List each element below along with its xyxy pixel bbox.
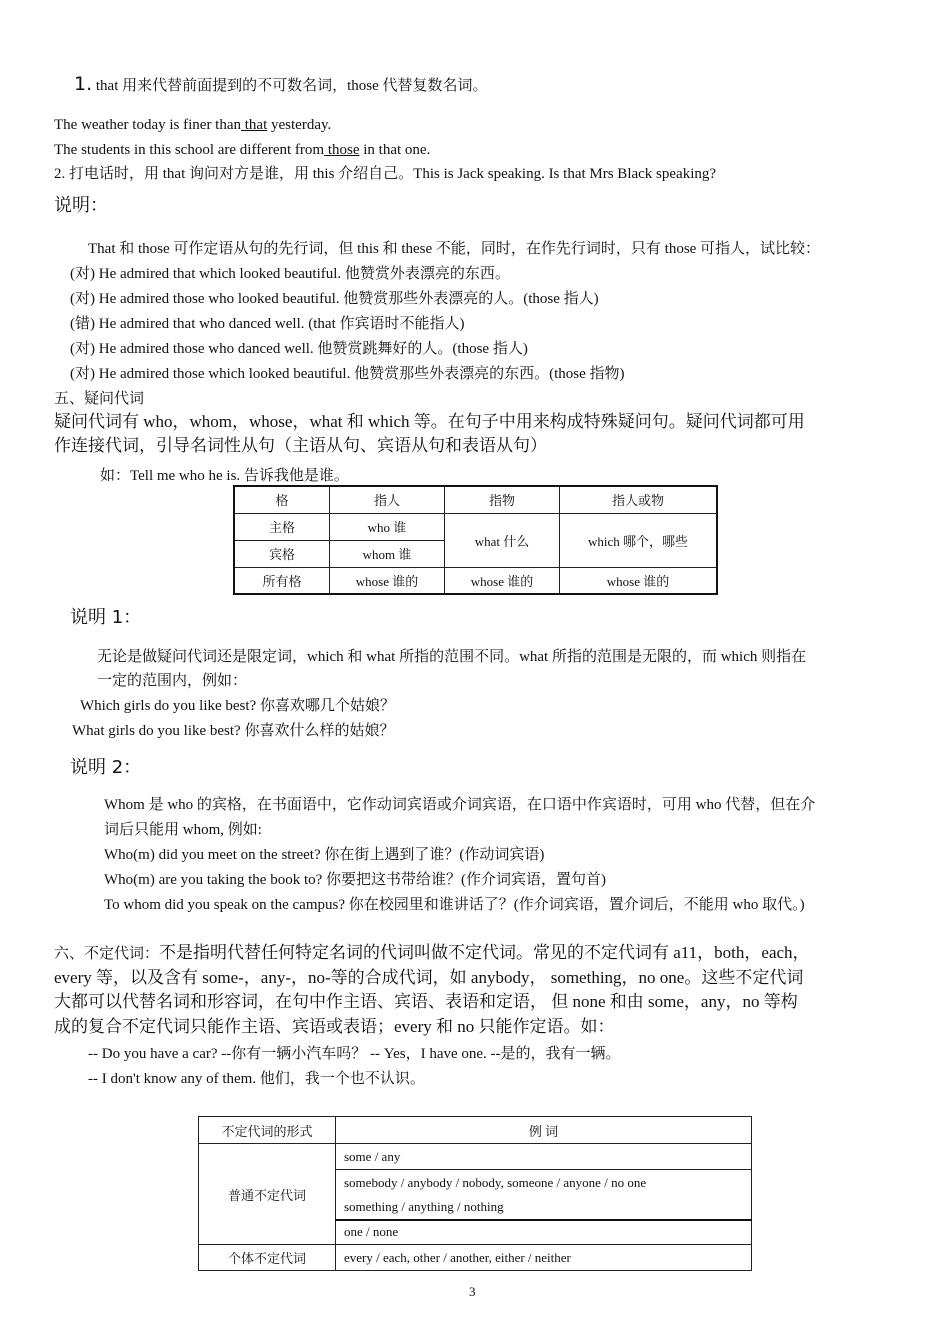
- note-1-label: 说明 1：: [70, 607, 142, 628]
- section-6-line-3: 大都可以代替名词和形容词，在句中作主语、宾语、表语和定语， 但 none 和由 some，any，no 等构: [54, 992, 798, 1011]
- cell-one-none: one / none: [336, 1220, 752, 1245]
- example-1-underlined: that: [241, 117, 268, 133]
- section-6-example-1: -- Do you have a car? --你有一辆小汽车吗？ -- Yes，I have one. --是的，我有一辆。: [88, 1046, 621, 1062]
- section-6-line-4: 成的复合不定代词只能作主语、宾语或表语；every 和 no 只能作定语。如：: [54, 1017, 615, 1036]
- note-2-example-3: To whom did you speak on the campus? 你在校园里和谁讲话了？(作介词宾语，置介词后，不能用 who 取代。): [104, 897, 805, 913]
- cell-whose-thing: whose 谁的: [445, 567, 560, 594]
- compare-line-5: (对) He admired those which looked beautiful. 他赞赏那些外表漂亮的东西。(those 指物): [70, 366, 625, 382]
- cell-some-any: some / any: [336, 1144, 752, 1170]
- th-person: 指人: [330, 486, 445, 513]
- cell-whom: whom 谁: [330, 540, 445, 567]
- section-1-heading: [74, 74, 488, 96]
- section-5-body-1: 疑问代词有 who，whom，whose，what 和 which 等。在句子中用来构成特殊疑问句。疑问代词都可用: [54, 412, 805, 431]
- section-5-body-2: 作连接代词，引导名词性从句（主语从句、宾语从句和表语从句）: [54, 436, 547, 455]
- cell-something-row: something / anything / nothing: [336, 1196, 752, 1220]
- note-2-label: 说明 2：: [70, 757, 142, 778]
- cell-what: what 什么: [445, 513, 560, 567]
- th-case: 格: [234, 486, 330, 513]
- note-2-body-2: 词后只能用 whom, 例如:: [104, 822, 262, 838]
- cell-every-each-row: every / each, other / another, either / neither: [336, 1245, 752, 1271]
- cell-who: who 谁: [330, 513, 445, 540]
- section-6-line-1: [54, 941, 810, 966]
- cell-somebody-row: somebody / anybody / nobody, someone / anyone / no one: [336, 1170, 752, 1196]
- note-1-example-1: Which girls do you like best? 你喜欢哪几个姑娘？: [80, 698, 395, 714]
- th-examples: 例 词: [336, 1117, 752, 1144]
- page-number: 3: [469, 1284, 476, 1299]
- section-5-example: 如：Tell me who he is. 告诉我他是谁。: [100, 468, 349, 484]
- section-6-line-2: every 等，以及含有 some-，any-，no-等的合成代词，如 anybody， something，no one。这些不定代词: [54, 968, 804, 987]
- interrogative-pronoun-table: [233, 485, 718, 595]
- th-person-or-thing: 指人或物: [560, 486, 718, 513]
- example-2-end: in that one.: [359, 142, 431, 158]
- cell-nominative: 主格: [234, 513, 330, 540]
- note-1-body-1: 无论是做疑问代词还是限定词，which 和 what 所指的范围不同。what 所指的范围是无限的，而 which 则指在: [97, 649, 807, 665]
- th-thing: 指物: [445, 486, 560, 513]
- example-sentence-2: [54, 140, 430, 160]
- point-2: 2. 打电话时，用 that 询问对方是谁，用 this 介绍自己。This is Jack speaking. Is that Mrs Black speaking?: [54, 166, 717, 182]
- indefinite-pronoun-table: [198, 1116, 752, 1271]
- cell-which: which 哪个，哪些: [560, 513, 718, 567]
- example-2-underlined: those: [324, 142, 360, 158]
- compare-line-4: (对) He admired those who danced well. 他赞赏跳舞好的人。(those 指人): [70, 341, 528, 357]
- cell-common-indefinite: 普通不定代词: [199, 1144, 336, 1245]
- note-2-body-1: Whom 是 who 的宾格，在书面语中，它作动词宾语或介词宾语，在口语中作宾语时，可用 who 代替，但在介: [104, 797, 816, 813]
- compare-line-1: (对) He admired that which looked beautiful. 他赞赏外表漂亮的东西。: [70, 266, 510, 282]
- th-form: 不定代词的形式: [199, 1117, 336, 1144]
- compare-line-3: (错) He admired that who danced well. (that 作宾语时不能指人): [70, 316, 465, 332]
- example-1-end: yesterday.: [267, 117, 332, 133]
- section-5-title: 五、疑问代词: [54, 391, 145, 407]
- example-sentence-1: [54, 115, 331, 135]
- section-1-text: that 用来代替前面提到的不可数名词，those 代替复数名词。: [92, 78, 488, 94]
- cell-whose-person: whose 谁的: [330, 567, 445, 594]
- note-1-example-2: What girls do you like best? 你喜欢什么样的姑娘？: [72, 723, 395, 739]
- note-2-example-1: Who(m) did you meet on the street? 你在街上遇到了谁？(作动词宾语): [104, 847, 545, 863]
- compare-line-2: (对) He admired those who looked beautiful. 他赞赏那些外表漂亮的人。(those 指人): [70, 291, 599, 307]
- section-1-number: 1.: [74, 73, 93, 95]
- example-2-start: The students in this school are different from: [54, 142, 325, 158]
- note-label: 说明：: [54, 195, 108, 216]
- note-1-body-2: 一定的范围内，例如：: [97, 673, 248, 689]
- example-1-start: The weather today is finer than: [54, 117, 242, 133]
- cell-whose-either: whose 谁的: [560, 567, 718, 594]
- section-6-line-1-text: 不是指明代替任何特定名词的代词叫做不定代词。常见的不定代词有 a11，both，each，: [159, 943, 810, 962]
- section-6-title: 六、不定代词：: [54, 946, 160, 962]
- note-body: That 和 those 可作定语从句的先行词，但 this 和 these 不能，同时，在作先行词时，只有 those 可指人，试比较：: [88, 241, 821, 257]
- section-6-example-2: -- I don't know any of them. 他们，我一个也不认识。: [88, 1071, 425, 1087]
- note-2-example-2: Who(m) are you taking the book to? 你要把这书带给谁？(作介词宾语，置句首): [104, 872, 607, 888]
- cell-objective: 宾格: [234, 540, 330, 567]
- cell-individual-indefinite: 个体不定代词: [199, 1245, 336, 1271]
- cell-possessive: 所有格: [234, 567, 330, 594]
